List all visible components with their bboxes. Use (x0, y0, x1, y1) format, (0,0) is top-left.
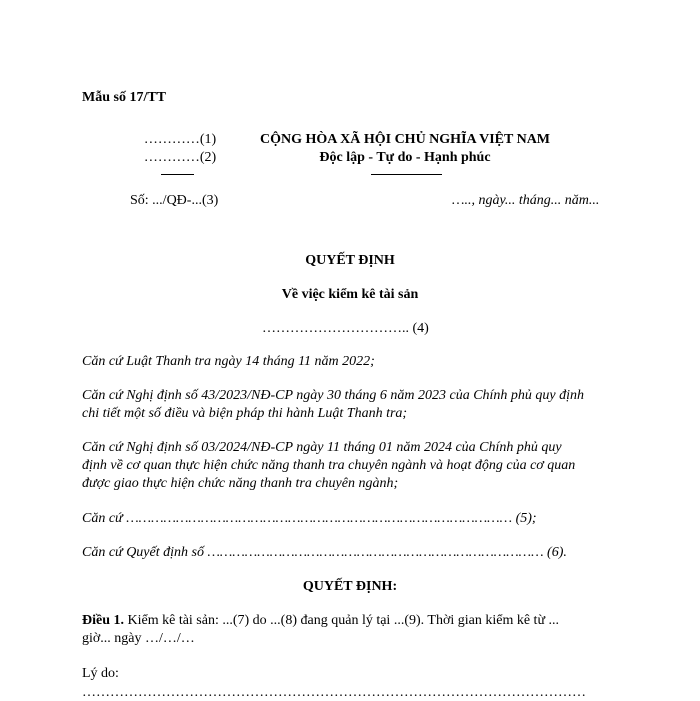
article-1-text: Kiểm kê tài sản: ...(7) do ...(8) đang quản lý tại ...(9). Thời gian kiểm kê từ ... (124, 613, 560, 628)
document-number: Số: .../QĐ-...(3) (130, 193, 219, 208)
reason-dots: ……………………………………………………………………………………………… (82, 685, 586, 700)
decision-heading: QUYẾT ĐỊNH: (302, 579, 398, 594)
country-name: CỘNG HÒA XÃ HỘI CHỦ NGHĨA VIỆT NAM (260, 132, 551, 147)
basis-decree-03-line1: Căn cứ Nghị định số 03/2024/NĐ-CP ngày 11 tháng 01 năm 2024 của Chính phủ quy (82, 440, 562, 455)
basis-decree-43-line2: chi tiết một số điều và biện pháp thi hành Luật Thanh tra; (82, 406, 408, 421)
document-subtitle: Về việc kiểm kê tài sản (281, 287, 419, 302)
motto: Độc lập - Tự do - Hạnh phúc (319, 150, 491, 165)
basis-decree-03-line3: được giao thực hiện chức năng thanh tra chuyên ngành; (82, 476, 399, 491)
basis-decree-03-line2: định về cơ quan thực hiện chức năng thanh tra chuyên ngành và hoạt động của cơ quan (82, 458, 576, 473)
basis-decree-43-line1: Căn cứ Nghị định số 43/2023/NĐ-CP ngày 30 tháng 6 năm 2023 của Chính phủ quy định (82, 388, 585, 403)
form-number: Mẫu số 17/TT (82, 90, 167, 105)
basis-other: Căn cứ ………………………………………………………………………………… (5); (82, 511, 537, 526)
place-date: ….., ngày... tháng... năm... (452, 193, 600, 208)
article-1-label: Điều 1. (82, 613, 124, 628)
article-1-line1 (82, 612, 559, 629)
header-left-line2: …………(2) (143, 150, 217, 165)
basis-law: Căn cứ Luật Thanh tra ngày 14 tháng 11 năm 2022; (82, 354, 375, 369)
issuer-line: ………………………….. (4) (262, 321, 429, 336)
reason-label: Lý do: (82, 666, 119, 681)
header-right-separator (371, 174, 442, 175)
document-title: QUYẾT ĐỊNH (305, 253, 395, 268)
article-1-line2: giờ... ngày …/…/… (82, 631, 195, 646)
header-left-line1: …………(1) (143, 132, 217, 147)
basis-decision: Căn cứ Quyết định số ……………………………………………………………………… (6). (82, 545, 567, 560)
header-left-separator (161, 174, 194, 175)
